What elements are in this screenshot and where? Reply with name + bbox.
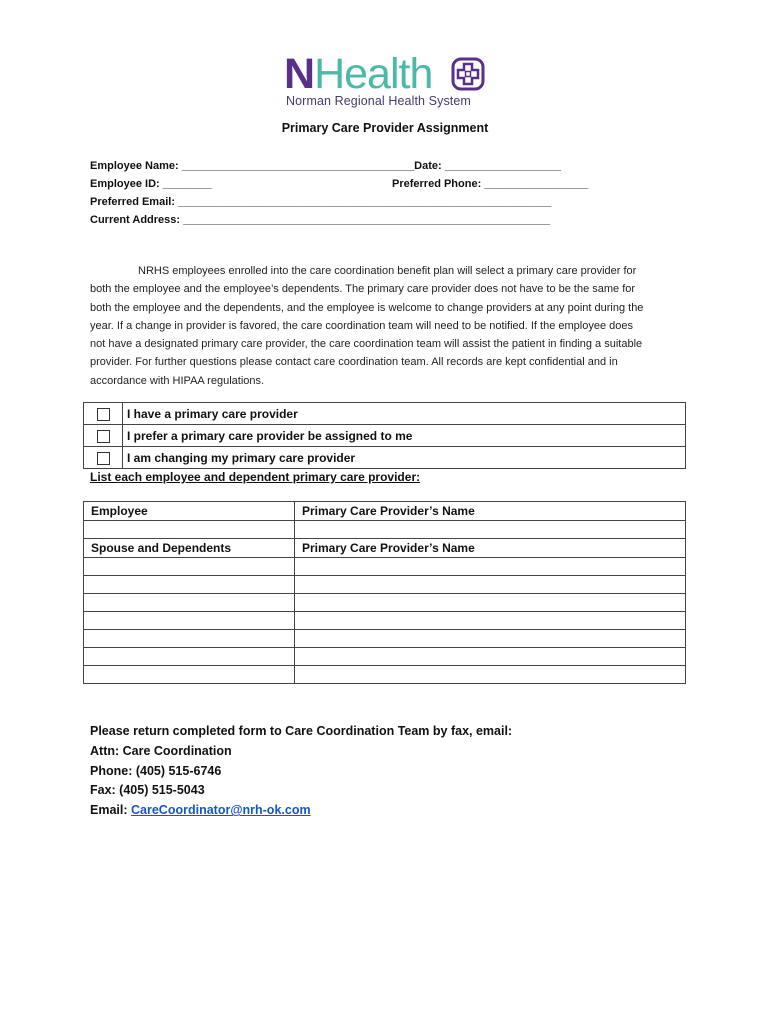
fax-line: Fax: (405) 515-5043 xyxy=(90,783,205,798)
table-row xyxy=(84,666,686,684)
employee-header: Employee xyxy=(84,502,295,521)
table-cell[interactable] xyxy=(295,521,686,539)
return-instructions xyxy=(90,722,512,821)
table-row xyxy=(84,521,686,539)
current-address-field[interactable]: Current Address: ____________________________________________________________ xyxy=(90,214,551,226)
table-cell[interactable] xyxy=(84,594,295,612)
preferred-phone-field[interactable]: Preferred Phone: _________________ xyxy=(392,178,589,190)
intro-paragraph xyxy=(90,262,685,390)
table-cell[interactable] xyxy=(84,612,295,630)
paragraph-line: provider. For further questions please contact care coordination team. All records are kept confidential and in xyxy=(90,356,618,369)
table-header-row xyxy=(84,539,686,558)
option-row xyxy=(84,403,686,425)
phone-line: Phone: (405) 515-6746 xyxy=(90,763,222,778)
table-row xyxy=(84,612,686,630)
email-link[interactable]: CareCoordinator@nrh-ok.com xyxy=(131,803,311,818)
checkbox[interactable] xyxy=(97,430,110,443)
table-cell[interactable] xyxy=(84,648,295,666)
option-checkbox-cell xyxy=(84,447,123,469)
table-cell[interactable] xyxy=(84,576,295,594)
paragraph-line: accordance with HIPAA regulations. xyxy=(90,374,265,387)
table-cell[interactable] xyxy=(84,521,295,539)
option-row xyxy=(84,447,686,469)
option-label: I prefer a primary care provider be assigned to me xyxy=(123,425,686,447)
table-cell[interactable] xyxy=(84,558,295,576)
table-cell[interactable] xyxy=(295,558,686,576)
employee-provider-header: Primary Care Provider’s Name xyxy=(295,502,686,521)
provider-options-table xyxy=(83,402,686,469)
spouse-header: Spouse and Dependents xyxy=(84,539,295,558)
page-title: Primary Care Provider Assignment xyxy=(281,121,489,135)
table-cell[interactable] xyxy=(295,576,686,594)
option-checkbox-cell xyxy=(84,403,123,425)
logo-wordmark xyxy=(284,52,432,96)
list-heading: List each employee and dependent primary care provider: xyxy=(90,470,421,484)
paragraph-line: both the employee and the employee’s dependents. The primary care provider does not have to be the same for xyxy=(90,283,636,296)
provider-table xyxy=(83,501,686,684)
paragraph-line: year. If a change in provider is favored, the care coordination team will need to be notified. If the employee does xyxy=(90,319,633,332)
table-cell[interactable] xyxy=(295,594,686,612)
table-cell[interactable] xyxy=(295,648,686,666)
spouse-provider-header: Primary Care Provider’s Name xyxy=(295,539,686,558)
logo-word-health: Health xyxy=(314,50,433,98)
table-row xyxy=(84,576,686,594)
employee-name-field[interactable]: Employee Name: ______________________________________Date: ___________________ xyxy=(90,160,561,172)
table-row xyxy=(84,630,686,648)
table-cell[interactable] xyxy=(84,630,295,648)
logo-cross-icon xyxy=(450,56,486,92)
checkbox[interactable] xyxy=(97,408,110,421)
employee-id-field[interactable]: Employee ID: ________ xyxy=(90,178,212,190)
table-cell[interactable] xyxy=(295,612,686,630)
table-row xyxy=(84,648,686,666)
table-row xyxy=(84,558,686,576)
table-header-row xyxy=(84,502,686,521)
nhealth-logo xyxy=(284,52,494,112)
table-cell[interactable] xyxy=(295,666,686,684)
paragraph-line: NRHS employees enrolled into the care coordination benefit plan will select a primary care provider for xyxy=(138,265,637,277)
preferred-email-field[interactable]: Preferred Email: _____________________________________________________________ xyxy=(90,196,552,208)
email-label: Email: xyxy=(90,803,131,818)
attn-line: Attn: Care Coordination xyxy=(90,743,232,758)
logo-subtitle: Norman Regional Health System xyxy=(286,94,471,108)
table-cell[interactable] xyxy=(295,630,686,648)
paragraph-line: not have a designated primary care provider, the care coordination team will assist the patient in finding a suitable xyxy=(90,338,643,351)
table-row xyxy=(84,594,686,612)
table-cell[interactable] xyxy=(84,666,295,684)
option-checkbox-cell xyxy=(84,425,123,447)
return-line: Please return completed form to Care Coordination Team by fax, email: xyxy=(90,724,513,738)
option-label: I am changing my primary care provider xyxy=(123,447,686,469)
logo-letter-n: N xyxy=(284,50,315,98)
checkbox[interactable] xyxy=(97,452,110,465)
option-label: I have a primary care provider xyxy=(123,403,686,425)
paragraph-line: both the employee and the dependents, and the employee is welcome to change providers at any point during the xyxy=(90,301,644,314)
email-line xyxy=(90,801,512,821)
option-row xyxy=(84,425,686,447)
